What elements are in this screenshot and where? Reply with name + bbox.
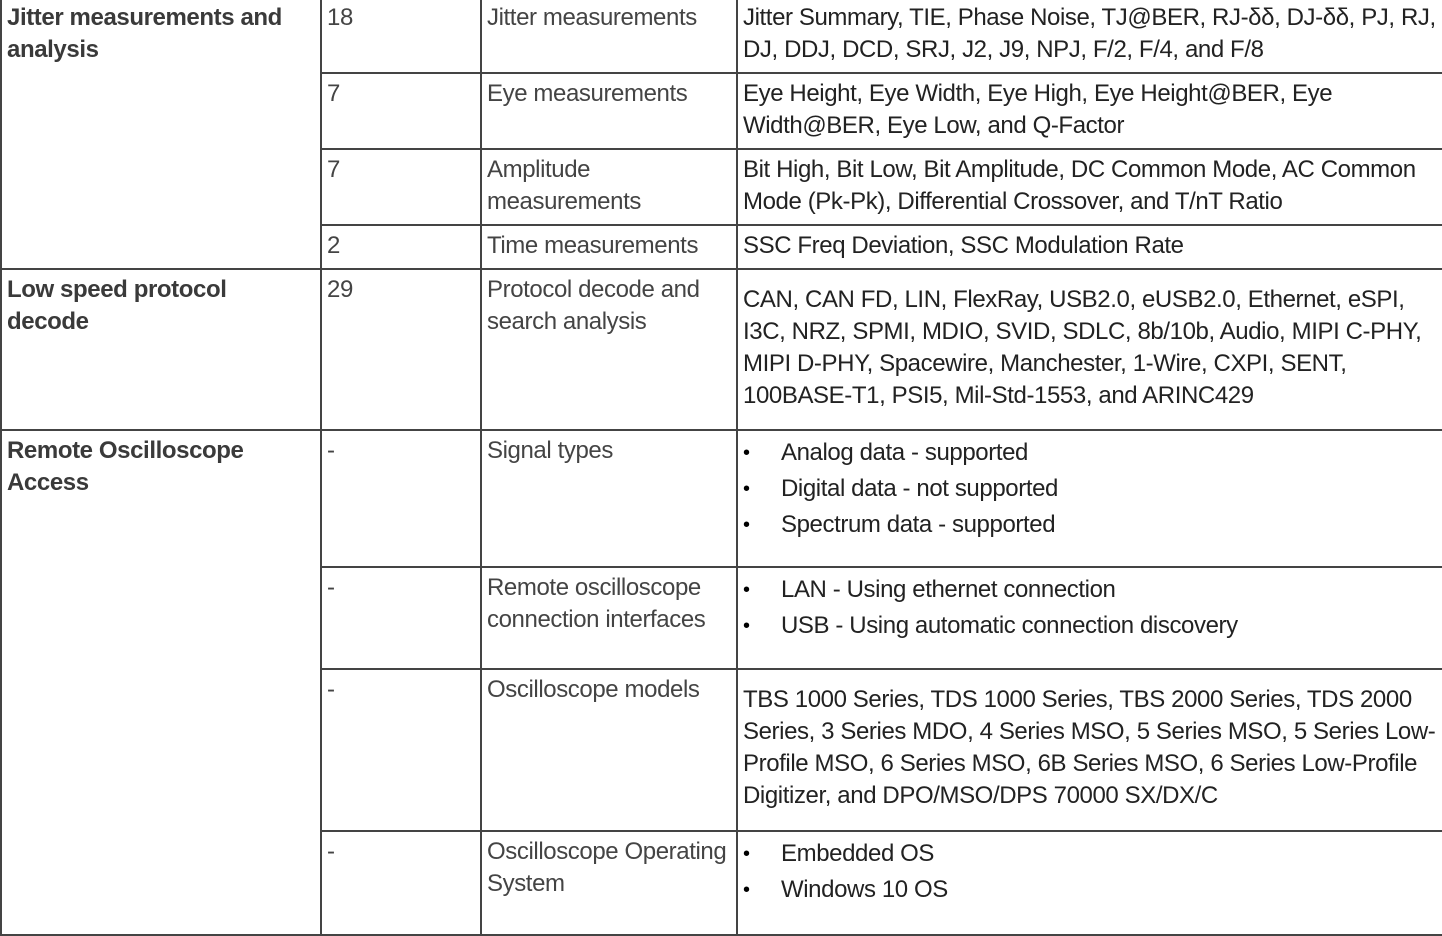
details-cell — [737, 831, 1442, 935]
category-cell: Oscilloscope Operating System — [481, 831, 737, 935]
count-cell: - — [321, 669, 481, 831]
count-cell: - — [321, 831, 481, 935]
list-item: • Embedded OS — [743, 836, 1436, 872]
category-cell: Eye measurements — [481, 73, 737, 149]
feature-cell: Remote Oscilloscope Access — [1, 430, 321, 935]
feature-cell: Low speed protocol decode — [1, 269, 321, 430]
details-cell: TBS 1000 Series, TDS 1000 Series, TBS 2000 Series, TDS 2000 Series, 3 Series MDO, 4 Series MSO, 5 Series MSO, 5 Series Low-Profile MSO, 6 Series MSO, 6B Series MSO, 6 Series Low-Profile Digitizer, and DPO/MSO/DPS 70000 SX/DX/C — [737, 669, 1442, 831]
bullet-list — [743, 572, 1436, 644]
count-cell: 29 — [321, 269, 481, 430]
list-item: • LAN - Using ethernet connection — [743, 572, 1436, 608]
table-row — [1, 269, 1442, 430]
count-cell: 2 — [321, 225, 481, 269]
table-row — [1, 0, 1442, 73]
details-cell: Jitter Summary, TIE, Phase Noise, TJ@BER, RJ-δδ, DJ-δδ, PJ, RJ, DJ, DDJ, DCD, SRJ, J2, J9, NPJ, F/2, F/4, and F/8 — [737, 0, 1442, 73]
list-item: • Digital data - not supported — [743, 471, 1436, 507]
count-cell: 18 — [321, 0, 481, 73]
count-cell: 7 — [321, 149, 481, 225]
bullet-list — [743, 435, 1436, 543]
category-cell: Amplitude measurements — [481, 149, 737, 225]
table-row — [1, 430, 1442, 567]
list-item: • USB - Using automatic connection discovery — [743, 608, 1436, 644]
bullet-list — [743, 836, 1436, 908]
details-cell: CAN, CAN FD, LIN, FlexRay, USB2.0, eUSB2.0, Ethernet, eSPI, I3C, NRZ, SPMI, MDIO, SVID, SDLC, 8b/10b, Audio, MIPI C-PHY, MIPI D-PHY, Spacewire, Manchester, 1-Wire, CXPI, SENT, 100BASE-T1, PSI5, Mil-Std-1553, and ARINC429 — [737, 269, 1442, 430]
list-item: • Windows 10 OS — [743, 872, 1436, 908]
category-cell: Remote oscilloscope connection interfaces — [481, 567, 737, 669]
list-item: • Analog data - supported — [743, 435, 1436, 471]
details-cell: Bit High, Bit Low, Bit Amplitude, DC Common Mode, AC Common Mode (Pk-Pk), Differential Crossover, and T/nT Ratio — [737, 149, 1442, 225]
details-cell: SSC Freq Deviation, SSC Modulation Rate — [737, 225, 1442, 269]
category-cell: Oscilloscope models — [481, 669, 737, 831]
category-cell: Jitter measurements — [481, 0, 737, 73]
details-cell — [737, 567, 1442, 669]
list-item: • Spectrum data - supported — [743, 507, 1436, 543]
category-cell: Time measurements — [481, 225, 737, 269]
details-cell — [737, 430, 1442, 567]
category-cell: Protocol decode and search analysis — [481, 269, 737, 430]
feature-cell: Jitter measurements and analysis — [1, 0, 321, 269]
count-cell: - — [321, 567, 481, 669]
details-cell: Eye Height, Eye Width, Eye High, Eye Height@BER, Eye Width@BER, Eye Low, and Q-Factor — [737, 73, 1442, 149]
count-cell: 7 — [321, 73, 481, 149]
category-cell: Signal types — [481, 430, 737, 567]
count-cell: - — [321, 430, 481, 567]
